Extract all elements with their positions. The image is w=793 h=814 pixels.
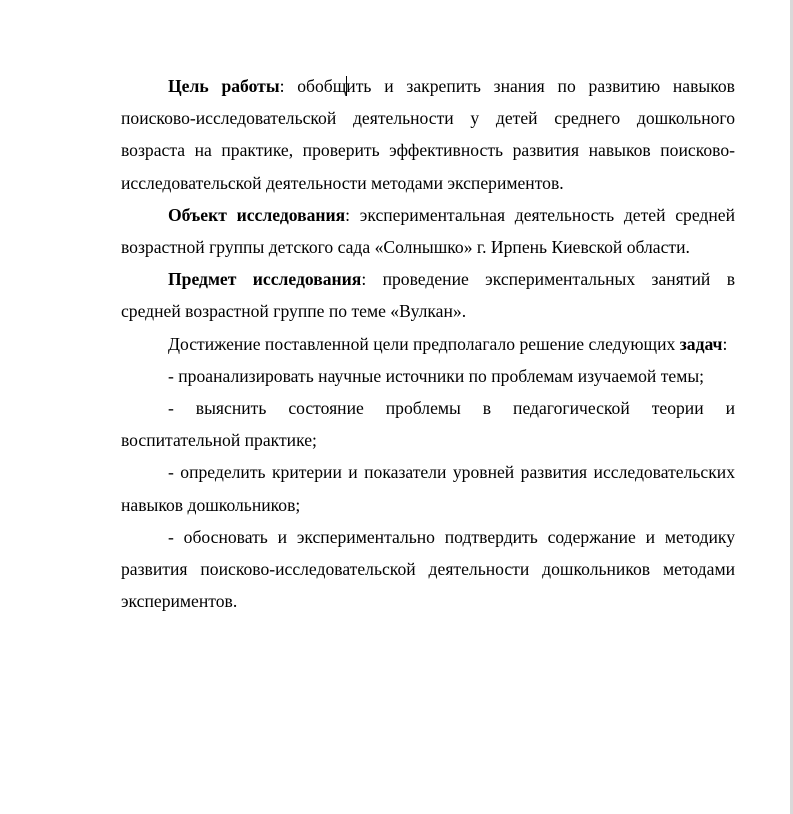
- paragraph-tasks-intro: [121, 328, 735, 360]
- goal-text-start: : обобщ: [279, 76, 347, 96]
- list-item: - определить критерии и показатели уровней развития исследовательских навыков дошкольников;: [121, 462, 735, 515]
- list-item: - обосновать и экспериментально подтвердить содержание и методику развития поисково-исследовательской деятельности дошкольников методами экспериментов.: [121, 526, 735, 612]
- subject-label: Предмет исследования: [168, 269, 362, 290]
- tasks-label: задач: [679, 333, 723, 354]
- object-text: : экспериментальная деятельность детей средней возрастной группы детского сада «Солнышко» г. Ирпень Киевской области.: [121, 204, 735, 258]
- document-body[interactable]: [121, 70, 735, 617]
- paragraph-subject: [121, 263, 735, 327]
- paragraph-object: [121, 199, 735, 263]
- paragraph-goal: [121, 70, 735, 199]
- list-item: - проанализировать научные источники по проблемам изучаемой темы;: [168, 365, 705, 386]
- object-label: Объект исследования: [168, 204, 346, 225]
- list-item: - выяснить состояние проблемы в педагогической теории и воспитательной практике;: [121, 398, 735, 451]
- tasks-intro-text: Достижение поставленной цели предполагало решение следующих: [168, 333, 680, 354]
- subject-text: : проведение экспериментальных занятий в средней возрастной группе по теме «Вулкан».: [121, 269, 735, 322]
- tasks-intro-suffix: :: [722, 333, 728, 354]
- goal-label: Цель работы: [168, 76, 280, 96]
- goal-text-end: ить и закрепить знания по развитию навыков поисково-исследовательской деятельности у детей среднего дошкольного возраста на практике, проверить эффективность развития навыков поисково-исследовательской деятельности методами экспериментов.: [121, 76, 735, 193]
